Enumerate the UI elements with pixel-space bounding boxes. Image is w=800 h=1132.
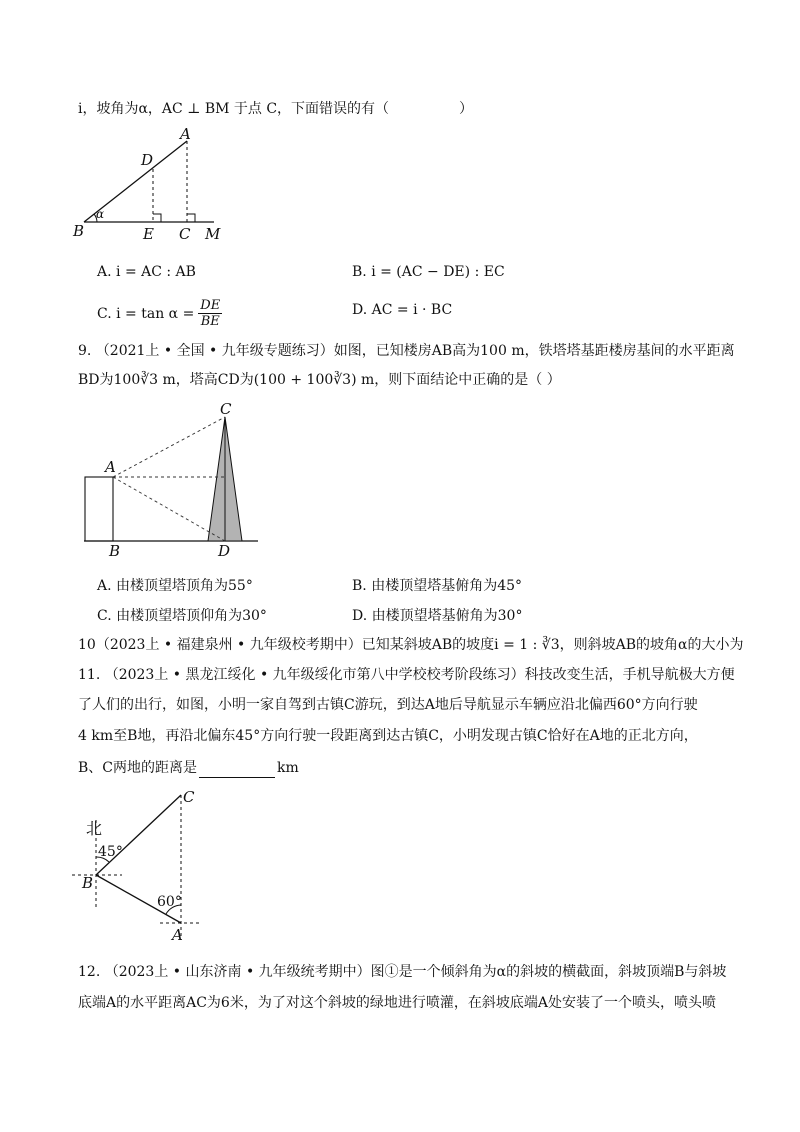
q9-option-a: A. 由楼顶望塔顶角为55°: [97, 578, 253, 594]
q11-answer-blank[interactable]: [199, 761, 275, 778]
q8-label-C: C: [179, 225, 191, 243]
q9-label-D: D: [218, 542, 231, 560]
q11-line1: 11. （2023上 • 黑龙江绥化 • 九年级绥化市第八中学校校考阶段练习）科技改变生活，手机导航极大方便: [78, 667, 735, 683]
q8-option-b: B. i = (AC − DE) : EC: [352, 264, 505, 280]
q9-label-C: C: [220, 400, 232, 418]
q8-option-d: D. AC = i · BC: [352, 302, 453, 318]
q8-label-M: M: [205, 225, 221, 243]
q11-line4-text: B、C两地的距离是: [78, 760, 197, 776]
q8-label-alpha: α: [96, 207, 105, 221]
q11-label-45deg: 45°: [98, 844, 123, 860]
q8-label-A: A: [180, 125, 191, 143]
q8-option-c-prefix: C. i = tan α =: [97, 305, 195, 322]
q9-option-d: D. 由楼顶望塔基俯角为30°: [352, 608, 523, 624]
q11-label-A: A: [172, 926, 183, 944]
q9-figure: [80, 398, 265, 563]
q11-line2: 了人们的出行，如图，小明一家自驾到古镇C游玩，到达A地后导航显示车辆应沿北偏西60°方向行驶: [78, 697, 698, 713]
q11-line4: [78, 758, 299, 778]
q11-label-60deg: 60°: [157, 894, 182, 910]
q8-label-B: B: [73, 222, 85, 240]
q12-line2: 底端A的水平距离AC为6米，为了对这个斜坡的绿地进行喷灌，在斜坡底端A处安装了一个喷头，喷头喷: [78, 995, 716, 1011]
q10-line1: 10（2023上 • 福建泉州 • 九年级校考期中）已知某斜坡AB的坡度i = 1 : ∛3，则斜坡AB的坡角α的大小为: [78, 637, 744, 653]
q9-label-A: A: [105, 458, 116, 476]
q11-label-B: B: [82, 874, 94, 892]
q8-option-c-numerator: DE: [200, 298, 221, 313]
q11-label-north: 北: [86, 819, 103, 838]
q8-stem: i，坡角为α，AC ⊥ BM 于点 C，下面错误的有（ ）: [78, 101, 474, 117]
q8-option-c-denominator: BE: [200, 314, 220, 329]
q11-line3: 4 km至B地，再沿北偏东45°方向行驶一段距离到达古镇C，小明发现古镇C恰好在A地的正北方向，: [78, 728, 698, 744]
q8-label-D: D: [141, 151, 154, 169]
q8-option-a: A. i = AC : AB: [97, 264, 196, 280]
q8-option-c-fraction: [198, 298, 222, 329]
q8-option-c: [97, 298, 222, 329]
q11-figure: [70, 782, 220, 952]
q11-unit: km: [277, 760, 299, 776]
q9-label-B: B: [109, 542, 121, 560]
q8-figure: [70, 125, 240, 245]
q12-line1: 12. （2023上 • 山东济南 • 九年级统考期中）图①是一个倾斜角为α的斜坡的横截面，斜坡顶端B与斜坡: [78, 964, 727, 980]
q8-label-E: E: [143, 225, 154, 243]
q11-label-C: C: [183, 788, 195, 806]
q9-line2: BD为100∛3 m，塔高CD为(100 + 100∛3) m，则下面结论中正确的是（ ）: [78, 372, 561, 388]
q9-option-b: B. 由楼顶望塔基俯角为45°: [352, 578, 523, 594]
q9-option-c: C. 由楼顶望塔顶仰角为30°: [97, 608, 267, 624]
q9-line1: 9. （2021上 • 全国 • 九年级专题练习）如图，已知楼房AB高为100 m，铁塔塔基距楼房基间的水平距离: [78, 343, 735, 359]
